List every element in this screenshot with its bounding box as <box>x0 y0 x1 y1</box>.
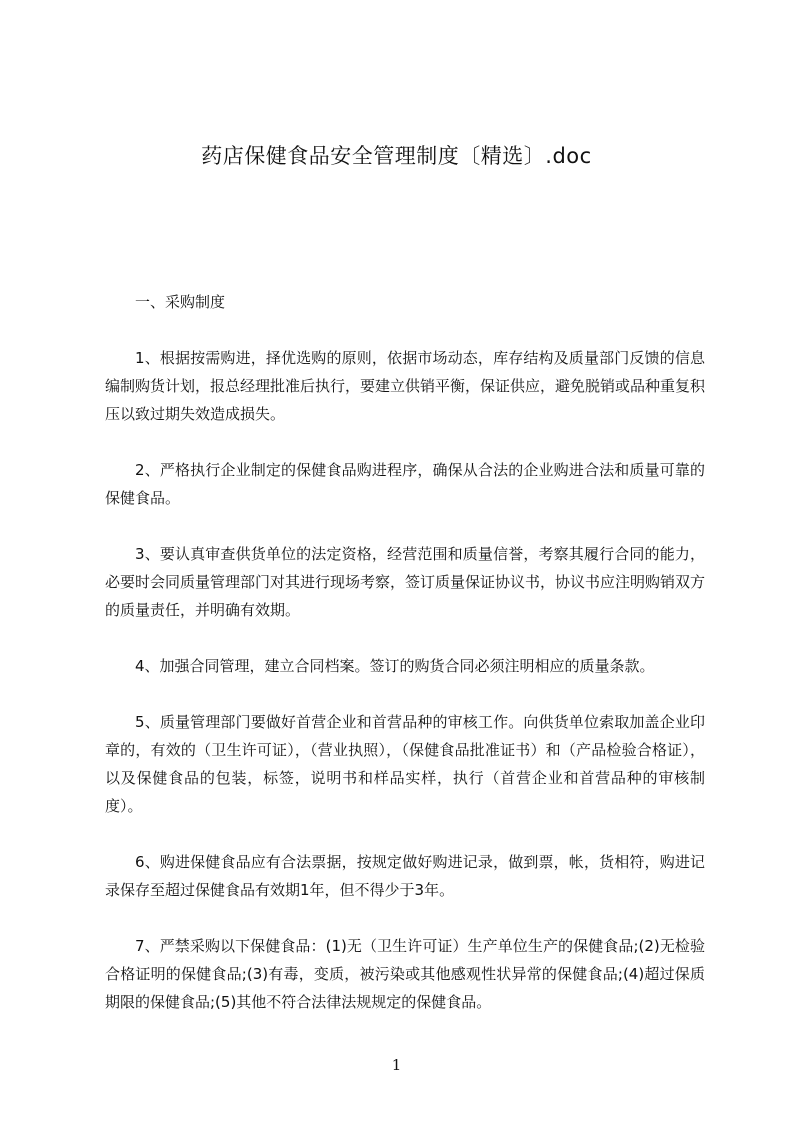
paragraph-3: 3、要认真审查供货单位的法定资格，经营范围和质量信誉，考察其履行合同的能力，必要时会同质量管理部门对其进行现场考察，签订质量保证协议书，协议书应注明购销双方的质量责任，并明确有效期。 <box>105 545 706 619</box>
paragraph-5: 5、质量管理部门要做好首营企业和首营品种的审核工作。向供货单位索取加盖企业印章的，有效的（卫生许可证），（营业执照），（保健食品批准证书）和（产品检验合格证），以及保健食品的包装，标签，说明书和样品实样，执行（首营企业和首营品种的审核制度）。 <box>105 713 705 815</box>
page-number: 1 <box>391 1056 402 1074</box>
section-heading: 一、采购制度 <box>135 293 226 311</box>
document-title: 药店保健食品安全管理制度〔精选〕.doc <box>201 144 592 168</box>
paragraph-7: 7、严禁采购以下保健食品：(1)无（卫生许可证）生产单位生产的保健食品;(2)无检验合格证明的保健食品;(3)有毒，变质，被污染或其他感观性状异常的保健食品;(4)超过保质期限的保健食品;(5)其他不符合法律法规规定的保健食品。 <box>105 937 705 1011</box>
paragraph-2: 2、严格执行企业制定的保健食品购进程序，确保从合法的企业购进合法和质量可靠的保健食品。 <box>105 461 705 507</box>
paragraph-6: 6、购进保健食品应有合法票据，按规定做好购进记录，做到票，帐，货相符，购进记录保存至超过保健食品有效期1年，但不得少于3年。 <box>105 853 705 899</box>
paragraph-1: 1、根据按需购进，择优选购的原则，依据市场动态，库存结构及质量部门反馈的信息编制购货计划，报总经理批准后执行，要建立供销平衡，保证供应，避免脱销或品种重复积压以致过期失效造成损失。 <box>105 349 706 423</box>
paragraph-4: 4、加强合同管理，建立合同档案。签订的购货合同必须注明相应的质量条款。 <box>135 657 655 675</box>
document-body <box>105 288 705 1044</box>
